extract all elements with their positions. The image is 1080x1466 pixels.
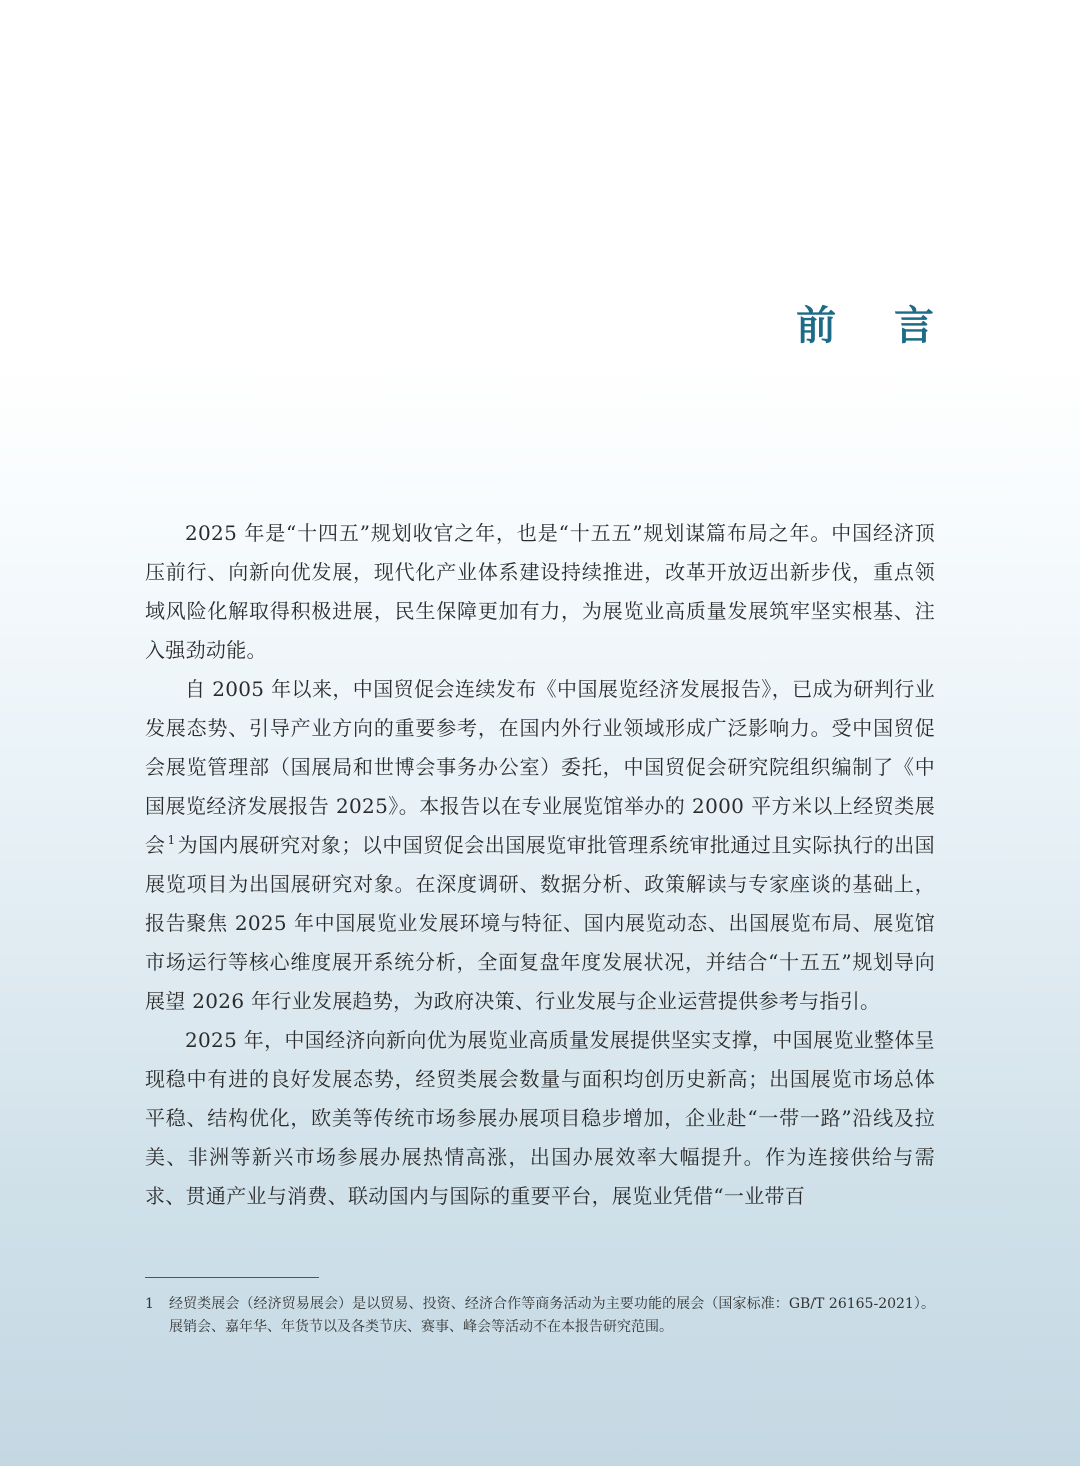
paragraph-2 <box>145 670 935 1021</box>
footnote <box>145 1293 935 1339</box>
paragraph-1: 2025 年是“十四五”规划收官之年，也是“十五五”规划谋篇布局之年。中国经济顶压前行、向新向优发展，现代化产业体系建设持续推进，改革开放迈出新步伐，重点领域风险化解取得积极进展，民生保障更加有力，为展览业高质量发展筑牢坚实根基、注入强劲动能。 <box>145 521 935 662</box>
footnote-divider <box>145 1277 319 1278</box>
footnote-reference[interactable]: 1 <box>167 833 176 848</box>
paragraph-3: 2025 年，中国经济向新向优为展览业高质量发展提供坚实支撑，中国展览业整体呈现稳中有进的良好发展态势，经贸类展会数量与面积均创历史新高；出国展览市场总体平稳、结构优化，欧美等传统市场参展办展项目稳步增加，企业赴“一带一路”沿线及拉美、非洲等新兴市场参展办展热情高涨，出国办展效率大幅提升。作为连接供给与需求、贯通产业与消费、联动国内与国际的重要平台，展览业凭借“一业带百 <box>145 1028 935 1208</box>
page-title: 前 言 <box>796 303 956 349</box>
footnote-text: 经贸类展会（经济贸易展会）是以贸易、投资、经济合作等商务活动为主要功能的展会（国家标准：GB/T 26165-2021）。展销会、嘉年华、年货节以及各类节庆、赛事、峰会等活动不在本报告研究范围。 <box>169 1296 935 1335</box>
paragraph-2-text: 自 2005 年以来，中国贸促会连续发布《中国展览经济发展报告》，已成为研判行业发展态势、引导产业方向的重要参考，在国内外行业领域形成广泛影响力。受中国贸促会展览管理部（国展局和世博会事务办公室）委托，中国贸促会研究院组织编制了《中国展览经济发展报告 2025》。本报告以在专业展览馆举办的 2000 平方米以上经贸类展会 <box>145 677 935 857</box>
paragraph-2-continued: 为国内展研究对象；以中国贸促会出国展览审批管理系统审批通过且实际执行的出国展览项目为出国展研究对象。在深度调研、数据分析、政策解读与专家座谈的基础上，报告聚焦 2025 年中国展览业发展环境与特征、国内展览动态、出国展览布局、展览馆市场运行等核心维度展开系统分析，全面复盘年度发展状况，并结合“十五五”规划导向展望 2026 年行业发展趋势，为政府决策、行业发展与企业运营提供参考与指引。 <box>145 833 935 1013</box>
body-text <box>145 514 935 1216</box>
footnote-number: 1 <box>145 1296 154 1312</box>
